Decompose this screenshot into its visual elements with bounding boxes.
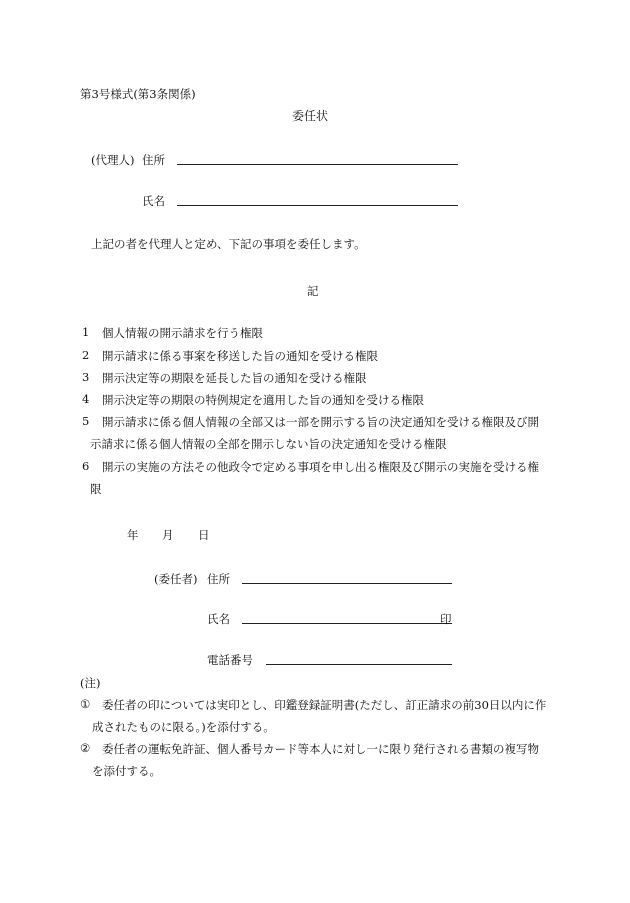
item-number: 4 bbox=[82, 392, 90, 406]
note-number: ① bbox=[80, 697, 91, 711]
principal-phone-label: 電話番号 bbox=[207, 653, 253, 667]
item-number: 1 bbox=[82, 325, 90, 339]
item-text-continued: 示請求に係る個人情報の全部を開示しない旨の決定通知を受ける権限 bbox=[90, 437, 447, 451]
item-text: 開示請求に係る事案を移送した旨の通知を受ける権限 bbox=[102, 349, 378, 363]
seal-mark: 印 bbox=[440, 612, 452, 626]
ki-heading: 記 bbox=[307, 284, 319, 298]
principal-name-field[interactable] bbox=[242, 623, 452, 624]
item-number: 2 bbox=[82, 348, 90, 362]
item-number: 3 bbox=[82, 370, 90, 384]
date-month: 月 bbox=[162, 528, 174, 542]
intro-text: 上記の者を代理人と定め、下記の事項を委任します。 bbox=[91, 237, 366, 251]
date-year: 年 bbox=[127, 528, 139, 542]
note-text-continued: を添付する。 bbox=[92, 764, 161, 778]
item-text-continued: 限 bbox=[90, 482, 102, 496]
notes-header: (注) bbox=[80, 676, 101, 690]
item-text: 開示決定等の期限の特例規定を適用した旨の通知を受ける権限 bbox=[102, 393, 424, 407]
note-text: 委任者の運転免許証、個人番号カード等本人に対し一に限り発行される書類の複写物 bbox=[102, 742, 539, 756]
note-text-continued: 成されたものに限る。)を添付する。 bbox=[92, 720, 275, 734]
principal-address-field[interactable] bbox=[242, 583, 452, 584]
principal-prefix: (委任者) bbox=[154, 572, 198, 586]
agent-name-field[interactable] bbox=[177, 205, 458, 206]
agent-address-field[interactable] bbox=[177, 164, 458, 165]
agent-name-label: 氏名 bbox=[142, 194, 165, 208]
agent-prefix: (代理人) bbox=[91, 153, 135, 167]
date-day: 日 bbox=[198, 528, 210, 542]
note-number: ② bbox=[80, 741, 91, 755]
item-text: 開示決定等の期限を延長した旨の通知を受ける権限 bbox=[102, 371, 367, 385]
form-number: 第3号様式(第3条関係) bbox=[80, 87, 196, 101]
agent-address-label: 住所 bbox=[142, 153, 165, 167]
document-title: 委任状 bbox=[292, 109, 329, 123]
item-number: 5 bbox=[82, 414, 90, 428]
item-number: 6 bbox=[82, 459, 90, 473]
item-text: 開示請求に係る個人情報の全部又は一部を開示する旨の決定通知を受ける権限及び開 bbox=[102, 415, 539, 429]
note-text: 委任者の印については実印とし、印鑑登録証明書(ただし、訂正請求の前30日以内に作 bbox=[102, 698, 547, 712]
item-text: 個人情報の開示請求を行う権限 bbox=[102, 326, 263, 340]
principal-address-label: 住所 bbox=[207, 572, 230, 586]
item-text: 開示の実施の方法その他政令で定める事項を申し出る権限及び開示の実施を受ける権 bbox=[102, 460, 539, 474]
principal-phone-field[interactable] bbox=[266, 664, 452, 665]
principal-name-label: 氏名 bbox=[207, 612, 230, 626]
